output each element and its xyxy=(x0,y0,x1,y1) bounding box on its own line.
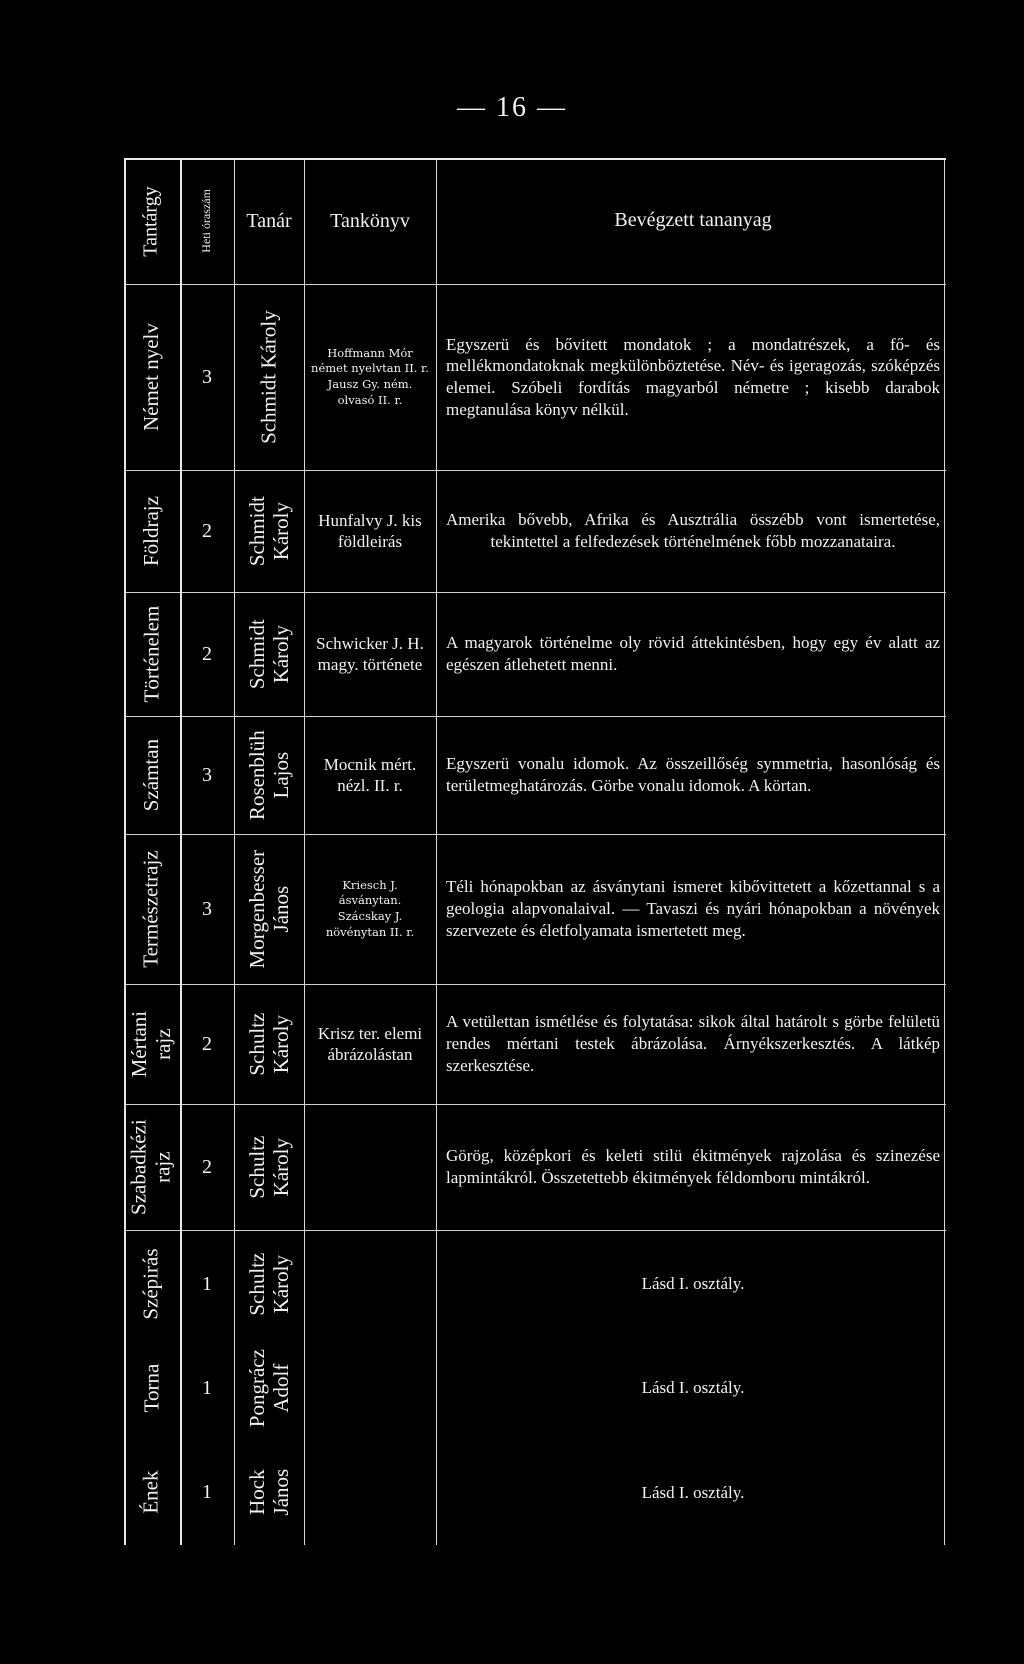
content-cell: Lásd I. osztály. xyxy=(641,1378,745,1398)
table-row xyxy=(124,1440,946,1545)
content-cell: Lásd I. osztály. xyxy=(641,1482,745,1502)
hours-cell: 1 xyxy=(202,1481,212,1503)
content-cell: Egyszerü és bővitett mondatok ; a mondatrészek, a fő- és mellékmondatoknak megkülönböztetése. Név- és igeragozás, szóképzés elemei. Szóbeli fordítás magyarból németre ; kisebb darabok megtanulása könyv nélkül. xyxy=(446,334,940,419)
subject-cell: Történelem xyxy=(138,605,163,703)
subject-cell: Szabadkézi rajz xyxy=(126,1119,175,1215)
teacher-cell: Schmidt Károly xyxy=(256,310,281,444)
header-hours: Heti óraszám xyxy=(199,189,214,253)
hours-cell: 2 xyxy=(202,642,212,665)
subject-cell: Földrajz xyxy=(138,496,163,566)
hours-cell: 2 xyxy=(202,519,212,542)
content-cell: Lásd I. osztály. xyxy=(641,1274,745,1294)
curriculum-table xyxy=(124,158,946,1545)
hours-cell: 2 xyxy=(202,1032,212,1055)
teacher-cell: Schultz Károly xyxy=(244,1252,293,1316)
column-rule xyxy=(304,160,305,1545)
textbook-cell: Kriesch J. ásványtan. Szácskay J. növénytan II. r. xyxy=(325,877,415,939)
subject-cell: Számtan xyxy=(138,738,163,812)
hours-cell: 3 xyxy=(202,763,212,786)
table-row xyxy=(124,984,946,1103)
subject-cell: Szépirás xyxy=(138,1248,163,1320)
subject-cell: Torna xyxy=(138,1363,163,1413)
content-cell: Görög, középkori és keleti stilü ékitmények rajzolása és szinezése lapmintákról. Összetettebb ékitmények féldomboru mintákról. xyxy=(446,1146,940,1187)
table-row xyxy=(124,834,946,983)
header-content: Bevégzett tananyag xyxy=(614,209,772,232)
teacher-cell: Rosenblüh Lajos xyxy=(244,730,293,820)
hours-cell: 1 xyxy=(202,1272,212,1295)
table-row xyxy=(124,716,946,833)
teacher-cell: Schultz Károly xyxy=(244,1135,293,1199)
textbook-cell: Schwicker J. H. magy. története xyxy=(316,633,424,674)
content-cell: Egyszerü vonalu idomok. Az összeillőség symmetria, hasonlóság és területmeghatározás. Görbe vonalu idomok. A körtan. xyxy=(446,754,940,795)
textbook-cell: Hoffmann Mór német nyelvtan II. r. Jausz Gy. ném. olvasó II. r. xyxy=(311,345,429,407)
subject-cell: Mértani rajz xyxy=(126,1010,176,1078)
table-header-row xyxy=(124,160,946,282)
content-cell: A vetülettan ismétlése és folytatása: sikok által határolt s görbe felületü rendes mértani testek ábrázolása. Árnyékszerkesztés. A látkép szerkesztése. xyxy=(446,1012,940,1075)
table-row xyxy=(124,1338,946,1438)
table-row xyxy=(124,1104,946,1229)
hours-cell: 2 xyxy=(202,1155,212,1178)
column-rule xyxy=(944,160,945,1545)
header-textbook: Tankönyv xyxy=(330,209,410,232)
teacher-cell: Schultz Károly xyxy=(244,1012,293,1076)
content-cell: Amerika bővebb, Afrika és Ausztrália összébb vont ismertetése, tekintettel a felfedezések történelmének főbb mozzanataira. xyxy=(446,510,940,551)
teacher-cell: Pongrácz Adolf xyxy=(244,1348,294,1428)
textbook-cell: Hunfalvy J. kis földleirás xyxy=(318,510,422,551)
header-subject: Tantárgy xyxy=(139,185,162,257)
subject-cell: Német nyelv xyxy=(138,323,163,431)
textbook-cell: Mocnik mért. nézl. II. r. xyxy=(323,754,417,795)
teacher-cell: Hock János xyxy=(244,1469,293,1516)
header-teacher: Tanár xyxy=(246,209,292,232)
teacher-cell: Schmidt Károly xyxy=(244,618,294,690)
column-rule xyxy=(180,160,182,1545)
subject-cell: Ének xyxy=(138,1470,163,1515)
table-row xyxy=(124,592,946,715)
table-row xyxy=(124,470,946,591)
table-row xyxy=(124,1230,946,1337)
column-rule xyxy=(436,160,437,1545)
textbook-cell: Krisz ter. elemi ábrázolástan xyxy=(317,1023,423,1064)
column-rule xyxy=(234,160,235,1545)
content-cell: Téli hónapokban az ásványtani ismeret kibővittetett a kőzettannal s a geologia alapvonalaival. — Tavaszi és nyári hónapokban a növények szervezete és életfolyamata ismertetett meg. xyxy=(446,877,940,940)
subject-cell: Természetrajz xyxy=(138,850,163,968)
hours-cell: 1 xyxy=(202,1376,212,1399)
teacher-cell: Schmidt Károly xyxy=(244,495,294,567)
teacher-cell: Morgenbesser János xyxy=(244,849,293,969)
hours-cell: 3 xyxy=(202,897,212,920)
column-rule xyxy=(124,160,126,1545)
page-number: — 16 — xyxy=(457,92,567,123)
hours-cell: 3 xyxy=(202,365,212,388)
table-row xyxy=(124,284,946,469)
content-cell: A magyarok történelme oly rövid áttekintésben, hogy egy év alatt az egészen átlehetett menni. xyxy=(446,633,940,674)
